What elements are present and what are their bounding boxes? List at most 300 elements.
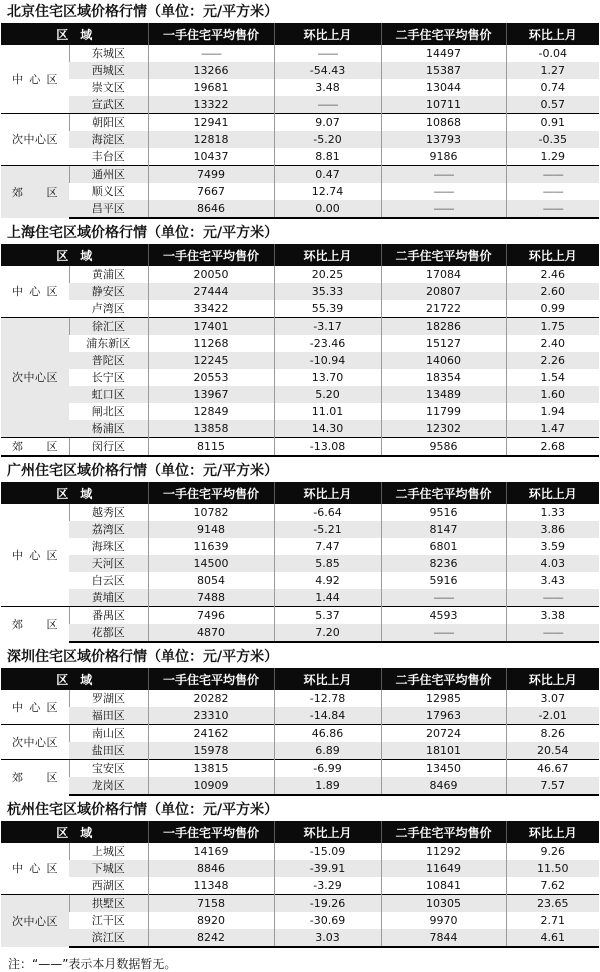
table-row [1, 166, 599, 184]
col-header-used-price: 二手住宅平均售价 [381, 821, 506, 843]
price-table [1, 821, 599, 948]
new-price-cell: 20282 [148, 690, 274, 707]
new-price-cell: 7488 [148, 589, 274, 607]
group-label-char: 次 [12, 735, 23, 749]
region-group-label [1, 913, 69, 930]
region-group-cell [1, 166, 69, 219]
group-label-char: 中 [23, 735, 35, 749]
used-mom-cell: —— [506, 200, 599, 218]
used-price-cell: —— [381, 183, 506, 200]
district-cell: 荔湾区 [91, 523, 125, 536]
used-price-cell: 5916 [381, 572, 506, 589]
used-mom-cell: 2.68 [506, 438, 599, 457]
new-mom-cell: 46.86 [274, 725, 381, 743]
region-group-label [1, 71, 69, 88]
col-header-new-price: 一手住宅平均售价 [148, 244, 274, 266]
new-mom-cell: 5.85 [274, 555, 381, 572]
district-cell: 虹口区 [91, 388, 125, 401]
used-mom-cell: 3.59 [506, 538, 599, 555]
group-label-char: 区 [46, 285, 58, 298]
used-price-cell: 17963 [381, 707, 506, 725]
district-cell: 西城区 [91, 64, 125, 77]
used-price-cell: —— [381, 200, 506, 218]
new-price-cell: 12941 [148, 114, 274, 132]
district-cell: 海珠区 [91, 540, 125, 553]
city-section [0, 800, 600, 948]
district-cell: 滨江区 [69, 929, 148, 947]
used-price-cell: 7844 [381, 929, 506, 947]
city-section [0, 461, 600, 643]
used-mom-cell: 1.29 [506, 148, 599, 166]
header-row [1, 668, 599, 690]
header-row [1, 244, 599, 266]
used-price-cell: 13489 [381, 386, 506, 403]
district-cell: 黄埔区 [91, 591, 125, 604]
region-group-cell [1, 114, 69, 166]
new-price-cell: 12818 [148, 131, 274, 148]
table-row [1, 607, 599, 625]
section-title: 广州住宅区域价格行情（单位：元/平方米） [7, 463, 279, 479]
group-label-char: 心 [29, 548, 41, 562]
table-row [1, 183, 599, 200]
used-price-cell: 9586 [381, 438, 506, 457]
district-cell: 杨浦区 [91, 422, 125, 435]
new-price-cell: 10782 [148, 504, 274, 521]
used-mom-cell: 3.43 [506, 572, 599, 589]
new-mom-cell: 3.03 [274, 929, 381, 947]
district-cell: 卢湾区 [91, 302, 125, 315]
used-mom-cell: 0.91 [506, 114, 599, 132]
table-row [1, 555, 599, 572]
new-mom-cell: -30.69 [274, 912, 381, 929]
new-mom-cell: 0.00 [274, 200, 381, 218]
district-cell: 上城区 [69, 843, 148, 860]
new-price-cell: 23310 [148, 707, 274, 725]
new-price-cell: 13967 [148, 386, 274, 403]
group-label-char: 区 [46, 72, 58, 86]
new-mom-cell: -39.91 [274, 860, 381, 877]
section-title: 上海住宅区域价格行情（单位：元/平方米） [7, 225, 279, 241]
used-mom-cell: 46.67 [506, 760, 599, 778]
district-cell: 越秀区 [69, 504, 148, 521]
used-price-cell: 12302 [381, 420, 506, 438]
district-cell: 花都区 [69, 624, 148, 642]
used-price-cell: 11799 [381, 403, 506, 420]
district-cell: 拱墅区 [69, 895, 148, 913]
table-row [1, 369, 599, 386]
header-row [1, 482, 599, 504]
used-mom-cell: 2.60 [506, 283, 599, 300]
new-price-cell: 19681 [148, 79, 274, 96]
group-label-char: 区 [46, 440, 58, 453]
new-mom-cell: 7.20 [274, 624, 381, 642]
region-group-label [1, 184, 69, 201]
used-price-cell: 15127 [381, 335, 506, 352]
used-price-cell: 6801 [381, 538, 506, 555]
district-cell: 昌平区 [69, 200, 148, 218]
used-price-cell: 13450 [381, 760, 506, 778]
new-price-cell: 4870 [148, 624, 274, 642]
district-cell: 静安区 [91, 285, 125, 298]
table-row [1, 860, 599, 877]
district-cell: 罗湖区 [69, 690, 148, 707]
section-title: 北京住宅区域价格行情（单位：元/平方米） [7, 4, 279, 20]
used-price-cell: 11292 [381, 843, 506, 860]
used-mom-cell: 9.26 [506, 843, 599, 860]
col-header-new-mom: 环比上月 [274, 482, 381, 504]
header-row [1, 23, 599, 45]
col-header-used-mom: 环比上月 [506, 821, 599, 843]
used-price-cell: 12985 [381, 690, 506, 707]
group-label-char: 中 [23, 133, 35, 146]
district-cell: 天河区 [91, 557, 125, 570]
new-price-cell: 11348 [148, 877, 274, 895]
col-header-new-price: 一手住宅平均售价 [148, 668, 274, 690]
header-row [1, 821, 599, 843]
new-mom-cell: -19.26 [274, 895, 381, 913]
district-cell: 南山区 [69, 725, 148, 743]
used-price-cell: 9970 [381, 912, 506, 929]
table-row [1, 777, 599, 795]
group-label-char: 郊 [12, 440, 23, 453]
new-mom-cell: 14.30 [274, 420, 381, 438]
district-cell: 下城区 [91, 862, 125, 875]
used-price-cell: 10711 [381, 96, 506, 114]
used-mom-cell: 2.26 [506, 352, 599, 369]
new-price-cell: 10909 [148, 777, 274, 795]
new-mom-cell: -10.94 [274, 352, 381, 369]
table-row [1, 386, 599, 403]
new-price-cell: 13266 [148, 62, 274, 79]
col-header-new-mom: 环比上月 [274, 23, 381, 45]
district-cell: 东城区 [69, 45, 148, 62]
region-group-label [1, 547, 69, 564]
district-cell: 番禺区 [69, 607, 148, 625]
used-price-cell: 9186 [381, 148, 506, 166]
district-cell: 盐田区 [91, 744, 125, 757]
new-mom-cell: -15.09 [274, 843, 381, 860]
used-mom-cell: 1.47 [506, 420, 599, 438]
table-row [1, 200, 599, 218]
region-group-cell [1, 843, 69, 895]
group-label-char: 心 [35, 133, 46, 146]
new-mom-cell: -23.46 [274, 335, 381, 352]
new-mom-cell: 12.74 [274, 183, 381, 200]
new-price-cell: 13858 [148, 420, 274, 438]
district-cell: 龙岗区 [69, 777, 148, 795]
new-price-cell: 8242 [148, 929, 274, 947]
region-group-label [1, 438, 69, 455]
district-cell: 闸北区 [91, 405, 125, 418]
col-header-new-mom: 环比上月 [274, 244, 381, 266]
new-mom-cell: 4.92 [274, 572, 381, 589]
new-price-cell: 20553 [148, 369, 274, 386]
region-group-cell [1, 725, 69, 760]
used-price-cell: —— [381, 624, 506, 642]
new-mom-cell: 11.01 [274, 403, 381, 420]
table-row [1, 114, 599, 132]
col-header-used-price: 二手住宅平均售价 [381, 244, 506, 266]
used-mom-cell: 23.65 [506, 895, 599, 913]
price-table [1, 244, 599, 457]
table-row [1, 45, 599, 62]
district-cell: 丰台区 [91, 150, 125, 163]
new-mom-cell: 20.25 [274, 266, 381, 283]
table-row [1, 895, 599, 913]
used-mom-cell: 11.50 [506, 860, 599, 877]
used-mom-cell: 4.03 [506, 555, 599, 572]
table-row [1, 420, 599, 438]
new-mom-cell: 35.33 [274, 283, 381, 300]
new-price-cell: 20050 [148, 266, 274, 283]
region-group-cell [1, 760, 69, 796]
group-label-char: 中 [12, 548, 23, 562]
used-price-cell: 10841 [381, 877, 506, 895]
region-group-label [1, 860, 69, 877]
col-header-used-mom: 环比上月 [506, 244, 599, 266]
used-mom-cell: 3.86 [506, 521, 599, 538]
new-price-cell: 12849 [148, 403, 274, 420]
group-label-char: 区 [46, 735, 58, 749]
new-price-cell: 12245 [148, 352, 274, 369]
new-mom-cell: 0.47 [274, 166, 381, 184]
table-row [1, 96, 599, 114]
used-price-cell: 18101 [381, 742, 506, 760]
price-table [1, 23, 599, 219]
new-mom-cell: 5.20 [274, 386, 381, 403]
used-mom-cell: -2.01 [506, 707, 599, 725]
group-label-char: 区 [46, 771, 58, 784]
group-label-char: 郊 [12, 771, 23, 784]
region-group-cell [1, 504, 69, 607]
used-price-cell: 10868 [381, 114, 506, 132]
col-header-used-mom: 环比上月 [506, 23, 599, 45]
new-mom-cell: -5.20 [274, 131, 381, 148]
group-label-char: 区 [46, 862, 58, 875]
new-price-cell: 11639 [148, 538, 274, 555]
group-label-char: 次 [12, 133, 23, 146]
district-cell: 白云区 [91, 574, 125, 587]
district-cell: 长宁区 [91, 371, 125, 384]
used-mom-cell: —— [506, 166, 599, 184]
col-header-used-price: 二手住宅平均售价 [381, 668, 506, 690]
city-section [0, 2, 600, 219]
col-header-used-mom: 环比上月 [506, 668, 599, 690]
new-price-cell: 8646 [148, 200, 274, 218]
group-label-char: 次 [12, 371, 23, 384]
col-header-new-mom: 环比上月 [274, 668, 381, 690]
new-price-cell: 8846 [148, 860, 274, 877]
region-group-cell [1, 690, 69, 725]
new-price-cell: 7158 [148, 895, 274, 913]
group-label-char: 心 [29, 862, 41, 875]
region-group-cell [1, 438, 69, 457]
new-mom-cell: -6.99 [274, 760, 381, 778]
used-mom-cell: —— [506, 589, 599, 607]
district-cell: 宝安区 [69, 760, 148, 778]
region-group-label [1, 369, 69, 386]
new-price-cell: 10437 [148, 148, 274, 166]
new-price-cell: 13322 [148, 96, 274, 114]
footnote: 注：“——”表示本月数据暂无。 [8, 957, 177, 971]
new-mom-cell: 8.81 [274, 148, 381, 166]
group-label-char: 中 [12, 862, 23, 875]
used-mom-cell: 1.54 [506, 369, 599, 386]
used-price-cell: 11649 [381, 860, 506, 877]
table-row [1, 62, 599, 79]
group-label-char: 区 [46, 371, 58, 384]
table-row [1, 148, 599, 166]
used-mom-cell: 20.54 [506, 742, 599, 760]
group-label-char: 中 [23, 914, 35, 928]
used-price-cell: 10305 [381, 895, 506, 913]
group-label-char: 郊 [12, 618, 23, 631]
new-mom-cell: 5.37 [274, 607, 381, 625]
group-label-char: 区 [46, 700, 58, 714]
group-label-char: 中 [12, 72, 23, 86]
used-mom-cell: 0.74 [506, 79, 599, 96]
district-cell: 海淀区 [91, 133, 125, 146]
used-mom-cell: 3.38 [506, 607, 599, 625]
col-header-used-price: 二手住宅平均售价 [381, 23, 506, 45]
used-mom-cell: 0.57 [506, 96, 599, 114]
new-mom-cell: 55.39 [274, 300, 381, 318]
table-row [1, 300, 599, 318]
group-label-char: 心 [29, 700, 41, 714]
new-mom-cell: —— [274, 45, 381, 62]
used-price-cell: 14060 [381, 352, 506, 369]
section-title: 深圳住宅区域价格行情（单位：元/平方米） [7, 649, 279, 665]
table-row [1, 725, 599, 743]
used-price-cell: 18354 [381, 369, 506, 386]
new-price-cell: 8920 [148, 912, 274, 929]
table-row [1, 877, 599, 895]
district-cell: 西湖区 [91, 879, 125, 892]
used-mom-cell: -0.35 [506, 131, 599, 148]
used-price-cell: 20807 [381, 283, 506, 300]
table-row [1, 335, 599, 352]
used-price-cell: 4593 [381, 607, 506, 625]
col-header-new-price: 一手住宅平均售价 [148, 482, 274, 504]
region-group-label [1, 131, 69, 148]
group-label-char: 心 [29, 72, 41, 86]
table-row [1, 318, 599, 336]
table-row [1, 707, 599, 725]
new-price-cell: 8054 [148, 572, 274, 589]
new-price-cell: 15978 [148, 742, 274, 760]
used-price-cell: 8236 [381, 555, 506, 572]
used-mom-cell: 2.40 [506, 335, 599, 352]
new-mom-cell: -3.29 [274, 877, 381, 895]
new-price-cell: —— [148, 45, 274, 62]
used-price-cell: 20724 [381, 725, 506, 743]
district-cell: 黄浦区 [69, 266, 148, 283]
new-mom-cell: -13.08 [274, 438, 381, 457]
used-mom-cell: 7.62 [506, 877, 599, 895]
new-price-cell: 7496 [148, 607, 274, 625]
used-price-cell: 8469 [381, 777, 506, 795]
tables-container [0, 2, 600, 948]
new-mom-cell: —— [274, 96, 381, 114]
table-row [1, 589, 599, 607]
district-cell: 浦东新区 [86, 337, 131, 350]
col-header-used-mom: 环比上月 [506, 482, 599, 504]
group-label-char: 区 [46, 914, 58, 928]
new-price-cell: 7667 [148, 183, 274, 200]
col-header-region: 区 域 [1, 482, 148, 504]
table-row [1, 352, 599, 369]
region-group-cell [1, 895, 69, 948]
used-price-cell: 18286 [381, 318, 506, 336]
used-mom-cell: 2.46 [506, 266, 599, 283]
section-title: 杭州住宅区域价格行情（单位：元/平方米） [7, 802, 279, 818]
used-price-cell: 21722 [381, 300, 506, 318]
price-table [1, 668, 599, 796]
region-group-cell [1, 266, 69, 318]
col-header-new-price: 一手住宅平均售价 [148, 23, 274, 45]
group-label-char: 区 [46, 618, 58, 631]
used-price-cell: 9516 [381, 504, 506, 521]
table-row [1, 742, 599, 760]
table-row [1, 624, 599, 642]
new-mom-cell: 1.44 [274, 589, 381, 607]
region-group-cell [1, 45, 69, 114]
district-cell: 宣武区 [91, 98, 125, 111]
used-mom-cell: —— [506, 624, 599, 642]
table-row [1, 283, 599, 300]
new-price-cell: 24162 [148, 725, 274, 743]
table-row [1, 760, 599, 778]
used-mom-cell: 7.57 [506, 777, 599, 795]
col-header-new-price: 一手住宅平均售价 [148, 821, 274, 843]
new-mom-cell: -54.43 [274, 62, 381, 79]
new-mom-cell: 7.47 [274, 538, 381, 555]
group-label-char: 中 [12, 285, 23, 298]
group-label-char: 心 [35, 371, 46, 384]
used-mom-cell: 3.07 [506, 690, 599, 707]
new-mom-cell: -14.84 [274, 707, 381, 725]
district-cell: 崇文区 [91, 81, 125, 94]
region-group-label [1, 769, 69, 786]
col-header-new-mom: 环比上月 [274, 821, 381, 843]
used-mom-cell: 1.33 [506, 504, 599, 521]
col-header-region: 区 域 [1, 244, 148, 266]
district-cell: 福田区 [91, 709, 125, 722]
used-price-cell: —— [381, 589, 506, 607]
new-mom-cell: -5.21 [274, 521, 381, 538]
new-mom-cell: 6.89 [274, 742, 381, 760]
table-row [1, 929, 599, 947]
region-group-cell [1, 607, 69, 643]
used-mom-cell: 1.75 [506, 318, 599, 336]
col-header-region: 区 域 [1, 668, 148, 690]
table-row [1, 690, 599, 707]
district-cell: 江干区 [91, 914, 125, 927]
new-mom-cell: -6.64 [274, 504, 381, 521]
used-price-cell: 15387 [381, 62, 506, 79]
used-mom-cell: —— [506, 183, 599, 200]
used-mom-cell: 8.26 [506, 725, 599, 743]
new-price-cell: 9148 [148, 521, 274, 538]
new-price-cell: 27444 [148, 283, 274, 300]
group-label-char: 区 [46, 133, 58, 146]
used-mom-cell: 1.94 [506, 403, 599, 420]
city-section [0, 223, 600, 457]
table-row [1, 521, 599, 538]
group-label-char: 心 [35, 735, 46, 749]
new-price-cell: 17401 [148, 318, 274, 336]
table-row [1, 266, 599, 283]
